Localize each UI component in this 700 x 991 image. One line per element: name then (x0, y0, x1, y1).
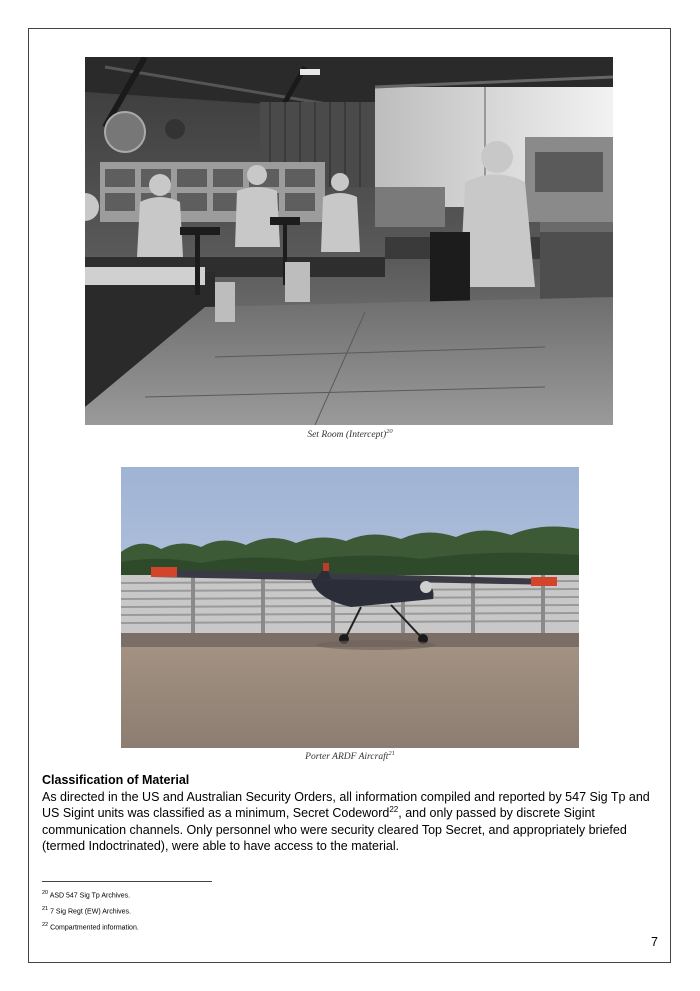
footnote-separator (42, 881, 212, 882)
porter-aircraft-photo (121, 467, 579, 748)
footnote: $^{22}$ Compartmented information. (42, 921, 139, 932)
figure-caption: Porter ARDF Aircraft$^{21}$ (305, 750, 395, 763)
footnote: $^{21}$ 7 Sig Regt (EW) Archives. (42, 905, 131, 916)
footnotes (42, 887, 139, 935)
set-room-photo (85, 57, 613, 425)
footnote-ref[interactable]: 22 (389, 805, 399, 815)
page-number: 7 (651, 935, 658, 949)
section-heading: Classification of Material (42, 773, 190, 787)
body-paragraph: As directed in the US and Australian Security Orders, all information compiled and reported by 547 Sig Tp and US Sigint units was classified as a minimum, Secret Codeword$^{22}$, and only passed by discrete Sigint communication channels. Only personnel who were security cleared Top Secret, and appropriately briefed (termed Indoctrinated), were able to have access to the material. (42, 790, 650, 854)
footnote: $^{20}$ ASD 547 Sig Tp Archives. (42, 890, 131, 900)
figure-caption: Set Room (Intercept)$^{20}$ (307, 428, 393, 441)
